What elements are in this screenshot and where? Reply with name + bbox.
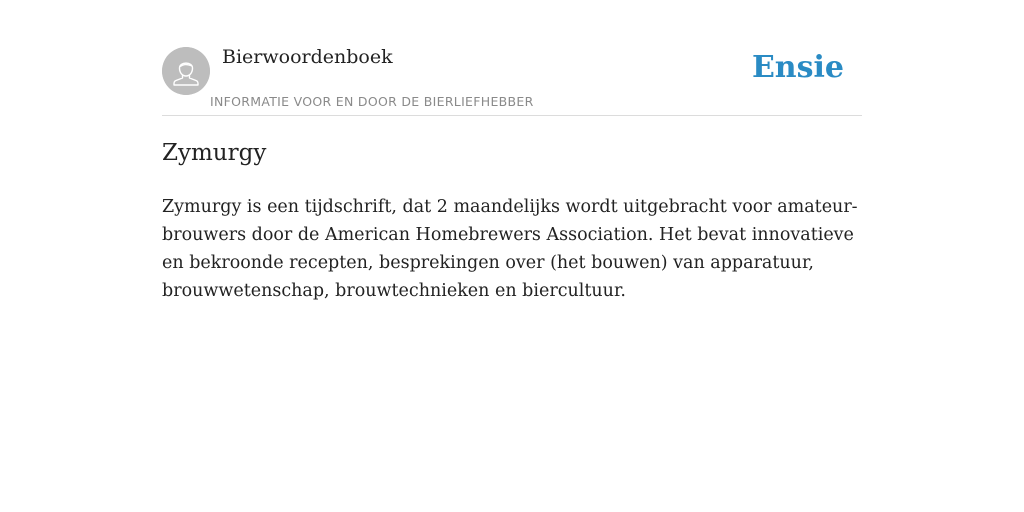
entry-definition: Zymurgy is een tijdschrift, dat 2 maandelijks wordt uitgebracht voor amateur-brouwers door de American Homebrewers Association. Het bevat innovatieve en bekroonde recepten, besprekingen over (het bouwen) van apparatuur, brouwwetenschap, brouwtechnieken en biercultuur. — [162, 197, 858, 301]
dictionary-header — [162, 0, 862, 116]
brand-logo-link[interactable]: Ensie — [751, 50, 844, 85]
dictionary-avatar[interactable] — [162, 47, 210, 95]
dictionary-name-link[interactable]: Bierwoordenboek — [222, 46, 393, 68]
user-icon — [162, 47, 210, 95]
dictionary-tagline: INFORMATIE VOOR EN DOOR DE BIERLIEFHEBBER — [210, 94, 534, 109]
page-container — [162, 0, 862, 301]
entry-title: Zymurgy — [162, 140, 267, 166]
